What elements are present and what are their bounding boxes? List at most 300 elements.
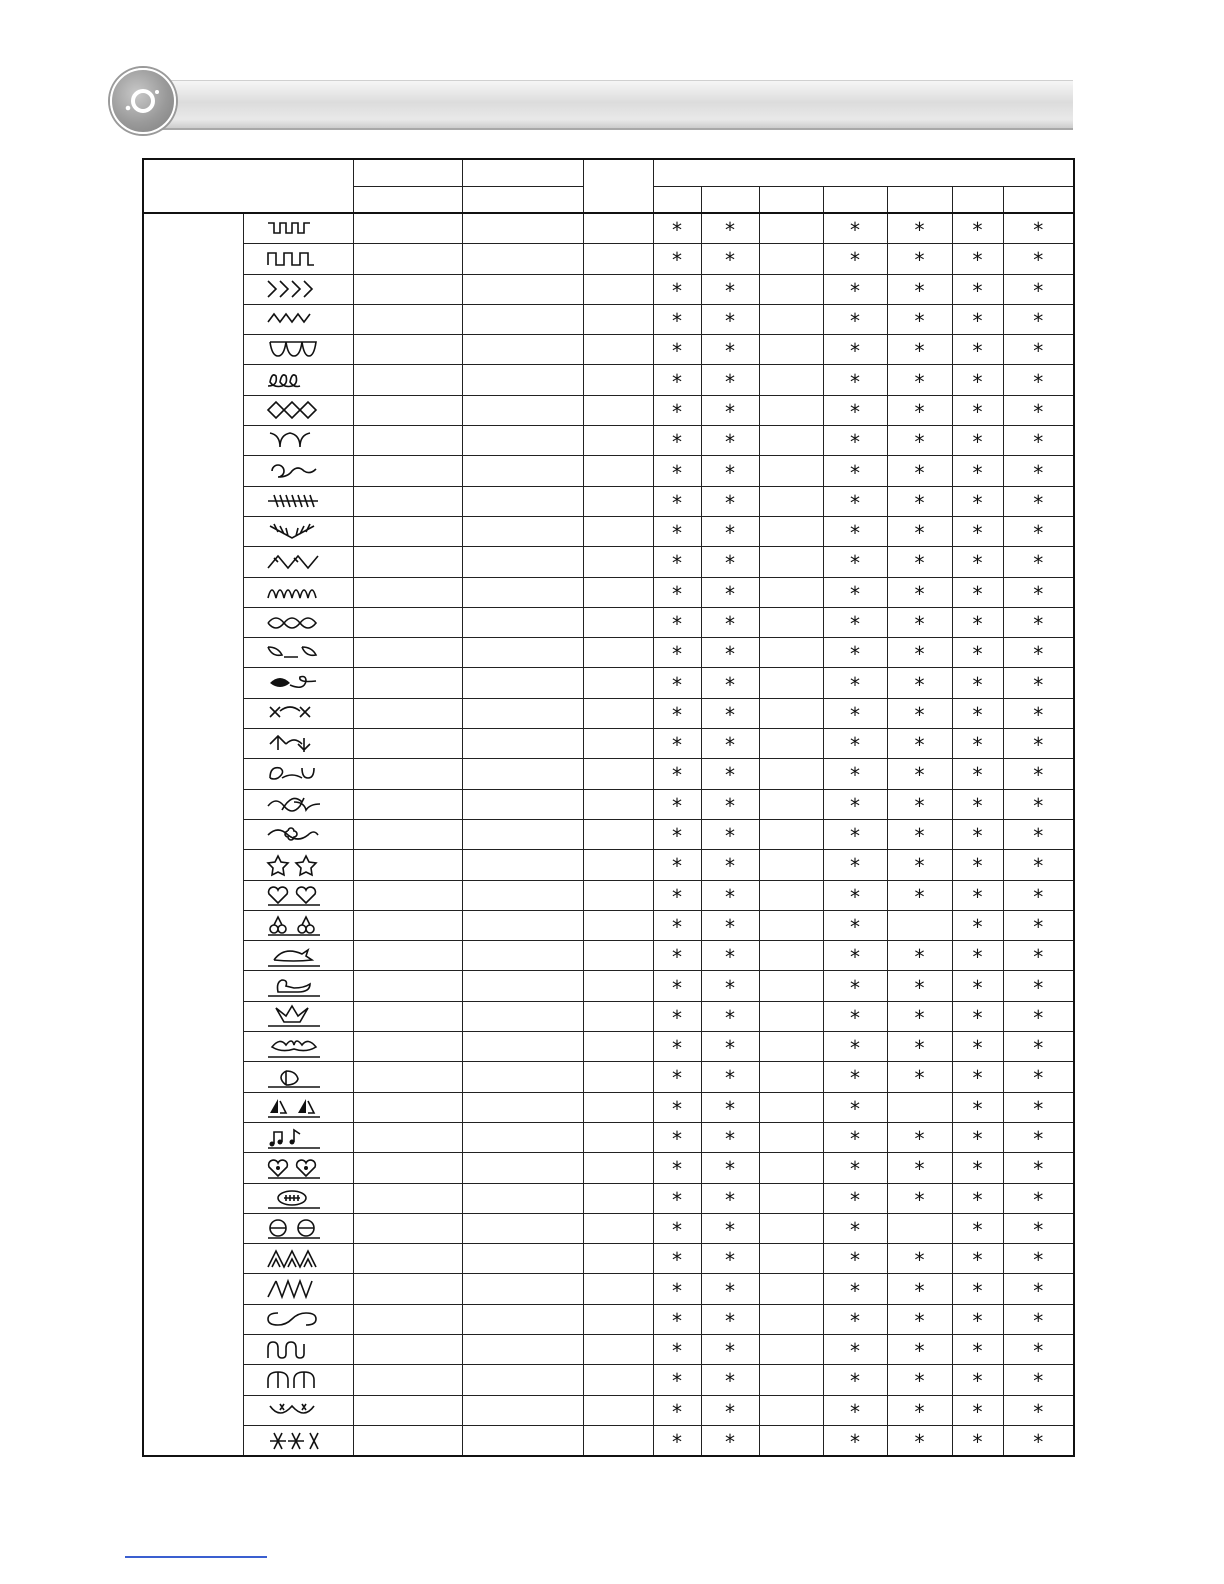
mark-star: * [972,1005,983,1030]
cell-b [462,668,583,698]
mark-star: * [672,854,682,879]
mark-cell [1003,486,1074,516]
baseball-pair-icon [243,1213,353,1243]
stitch-glyph [264,611,322,635]
header-col-b [462,159,583,187]
mark-star: * [725,1430,735,1455]
stitch-glyph [264,1095,322,1119]
mark-star: * [672,672,682,697]
cell-c [583,1244,653,1274]
mark-star: * [1033,702,1044,727]
mark-star: * [850,1308,860,1333]
stitch-glyph [264,853,322,877]
mark-cell [823,1001,887,1031]
stitch-glyph [264,701,322,725]
mark-star: * [914,1248,925,1273]
mark-cell [701,759,759,789]
mark-cell [823,304,887,334]
mark-star: * [972,1278,983,1303]
mark-star: * [672,1036,682,1061]
mark-star: * [850,733,860,758]
mark-cell [701,668,759,698]
mark-cell [1003,850,1074,880]
cell-b [462,1092,583,1122]
mark-star: * [850,430,860,455]
mark-cell [653,335,701,365]
cell-c [583,456,653,486]
table-row [143,729,1074,759]
mark-cell [823,1304,887,1334]
mark-cell [1003,395,1074,425]
mark-cell [887,516,952,546]
mark-cell [759,1122,823,1152]
cell-b [462,456,583,486]
mark-cell [759,1153,823,1183]
mark-cell [952,335,1003,365]
mark-star: * [914,793,925,818]
mark-star: * [972,430,983,455]
mark-cell [759,395,823,425]
cell-b [462,638,583,668]
mark-cell [887,880,952,910]
table-row [143,971,1074,1001]
mark-cell [701,638,759,668]
table-row [143,577,1074,607]
mark-cell [887,577,952,607]
mark-star: * [972,551,983,576]
header-row-1 [143,159,1074,187]
mark-cell [1003,365,1074,395]
stitch-glyph [264,792,322,816]
mark-star: * [672,1248,682,1273]
mark-cell [759,880,823,910]
stitch-table-container [142,158,1075,1457]
mark-star: * [672,309,682,334]
mark-cell [653,789,701,819]
cell-a [353,668,462,698]
cell-c [583,1153,653,1183]
cell-c [583,941,653,971]
table-row [143,1213,1074,1243]
mark-cell [1003,1183,1074,1213]
mark-star: * [672,278,682,303]
mark-star: * [850,763,860,788]
cell-b [462,395,583,425]
cell-b [462,486,583,516]
cell-a [353,1395,462,1425]
mark-star: * [850,581,860,606]
mark-cell [952,1395,1003,1425]
mark-star: * [725,430,735,455]
cell-c [583,1425,653,1456]
mark-star: * [1033,339,1044,364]
mark-star: * [850,945,860,970]
mark-cell [823,789,887,819]
mark-star: * [725,854,735,879]
table-row [143,213,1074,244]
mark-star: * [725,369,735,394]
mark-cell [887,1334,952,1364]
mark-star: * [972,309,983,334]
mark-cell [701,1213,759,1243]
mark-cell [887,638,952,668]
mark-cell [887,1304,952,1334]
mark-cell [1003,1122,1074,1152]
cell-c [583,638,653,668]
mark-cell [701,547,759,577]
mark-cell [823,971,887,1001]
mark-star: * [725,1005,735,1030]
mark-cell [701,819,759,849]
cell-c [583,516,653,546]
mark-cell [701,1274,759,1304]
mark-star: * [850,793,860,818]
mark-star: * [850,642,860,667]
cell-b [462,1032,583,1062]
mark-cell [887,365,952,395]
mark-star: * [850,460,860,485]
mark-star: * [914,521,925,546]
mark-cell [887,395,952,425]
mark-star: * [725,460,735,485]
mark-star: * [914,1005,925,1030]
mark-cell [887,486,952,516]
mark-cell [759,1365,823,1395]
mark-star: * [850,1157,860,1182]
mark-star: * [914,672,925,697]
cell-b [462,1365,583,1395]
mark-cell [759,335,823,365]
mark-star: * [914,1339,925,1364]
mark-cell [701,486,759,516]
cell-a [353,274,462,304]
mark-cell [653,880,701,910]
mark-star: * [914,824,925,849]
mark-cell [1003,1395,1074,1425]
mark-star: * [725,914,735,939]
mark-cell [653,1001,701,1031]
mark-cell [823,365,887,395]
mark-cell [823,244,887,274]
mark-star: * [850,702,860,727]
mark-star: * [672,793,682,818]
mark-cell [887,668,952,698]
cell-c [583,1395,653,1425]
cell-b [462,971,583,1001]
arrow-zigzag-icon [243,547,353,577]
mark-cell [759,971,823,1001]
mark-cell [653,850,701,880]
star-pair-icon [243,850,353,880]
cell-c [583,304,653,334]
mark-star: * [972,369,983,394]
cell-a [353,1183,462,1213]
mark-star: * [914,278,925,303]
mark-cell [701,910,759,940]
mark-star: * [672,1278,682,1303]
mark-star: * [672,581,682,606]
cell-c [583,880,653,910]
mark-cell [701,577,759,607]
mark-star: * [914,1066,925,1091]
table-row [143,638,1074,668]
mark-cell [1003,516,1074,546]
mark-cell [759,1062,823,1092]
mark-star: * [725,1127,735,1152]
cell-c [583,1274,653,1304]
mark-star: * [725,1217,735,1242]
mark-star: * [672,975,682,1000]
stitch-glyph [264,944,322,968]
mark-star: * [1033,399,1044,424]
mark-star: * [914,339,925,364]
table-row [143,941,1074,971]
mark-cell [887,729,952,759]
stitch-glyph [264,974,322,998]
table-row [143,486,1074,516]
football-icon [243,1183,353,1213]
mark-cell [887,910,952,940]
cell-b [462,335,583,365]
cell-a [353,304,462,334]
mark-cell [952,910,1003,940]
mark-cell [653,304,701,334]
mark-cell [653,607,701,637]
mark-star: * [972,914,983,939]
mark-star: * [672,1187,682,1212]
mark-star: * [972,672,983,697]
mark-star: * [725,218,735,243]
mark-star: * [672,763,682,788]
mark-star: * [1033,1005,1044,1030]
tent-band-icon [243,1244,353,1274]
mark-star: * [850,1005,860,1030]
table-row [143,244,1074,274]
mark-star: * [972,1217,983,1242]
table-row [143,880,1074,910]
mark-star: * [1033,309,1044,334]
mark-cell [1003,880,1074,910]
fern-sprig-icon [243,516,353,546]
mark-star: * [850,854,860,879]
mark-cell [653,1092,701,1122]
cell-c [583,1183,653,1213]
table-row [143,1304,1074,1334]
mark-cell [887,1274,952,1304]
subheader-5 [887,187,952,214]
cell-c [583,819,653,849]
bat-icon [243,1032,353,1062]
arch-dome-icon [243,1365,353,1395]
mark-cell [1003,1001,1074,1031]
mark-cell [701,274,759,304]
mark-cell [952,365,1003,395]
mark-star: * [725,884,735,909]
mark-cell [823,1395,887,1425]
cell-b [462,789,583,819]
stitch-glyph [264,1247,322,1271]
mark-star: * [914,369,925,394]
dolphin-icon [243,941,353,971]
mark-cell [952,668,1003,698]
mark-star: * [1033,248,1044,273]
mark-cell [887,456,952,486]
leaf-chain-icon [243,607,353,637]
mark-cell [952,698,1003,728]
mark-cell [823,547,887,577]
cell-c [583,486,653,516]
cell-c [583,1304,653,1334]
mark-cell [701,607,759,637]
mark-star: * [672,914,682,939]
mark-cell [759,607,823,637]
mark-star: * [725,1399,735,1424]
mark-cell [759,213,823,244]
cell-a [353,1334,462,1364]
mark-cell [887,850,952,880]
mark-star: * [1033,1217,1044,1242]
mark-star: * [1033,551,1044,576]
mark-star: * [672,1066,682,1091]
mark-cell [759,456,823,486]
mark-cell [887,244,952,274]
table-row [143,1334,1074,1364]
mark-cell [1003,1062,1074,1092]
mark-star: * [972,975,983,1000]
mark-cell [1003,244,1074,274]
mark-cell [952,304,1003,334]
mark-star: * [972,521,983,546]
mark-cell [1003,1032,1074,1062]
cell-b [462,1425,583,1456]
mark-star: * [725,1066,735,1091]
mark-cell [887,698,952,728]
mark-star: * [725,1157,735,1182]
table-row [143,607,1074,637]
mark-cell [823,910,887,940]
mark-cell [759,910,823,940]
mark-cell [1003,1244,1074,1274]
mark-star: * [672,612,682,636]
cell-c [583,1365,653,1395]
subheader-a [353,187,462,214]
mark-star: * [725,1096,735,1121]
mark-star: * [914,430,925,455]
cell-b [462,304,583,334]
subheader-3 [759,187,823,214]
mark-cell [952,850,1003,880]
mark-star: * [972,490,983,515]
mark-star: * [1033,854,1044,879]
mark-star: * [914,1157,925,1182]
cell-a [353,577,462,607]
mark-cell [653,577,701,607]
mark-cell [887,759,952,789]
mark-cell [823,1153,887,1183]
cell-b [462,577,583,607]
cell-a [353,698,462,728]
mark-cell [823,759,887,789]
mark-star: * [914,854,925,879]
mark-star: * [850,490,860,515]
mark-star: * [725,733,735,758]
table-row [143,456,1074,486]
cell-a [353,729,462,759]
cell-a [353,941,462,971]
mark-star: * [972,1157,983,1182]
mark-cell [952,941,1003,971]
bow-vine-icon [243,698,353,728]
table-row [143,668,1074,698]
mark-star: * [850,1369,860,1394]
mark-cell [701,1425,759,1456]
mark-cell [653,941,701,971]
table-row [143,1092,1074,1122]
scallop-cup-icon [243,335,353,365]
stitch-glyph [264,459,322,483]
mark-cell [759,1032,823,1062]
mark-cell [1003,1092,1074,1122]
mark-cell [952,1274,1003,1304]
table-row [143,1001,1074,1031]
mark-cell [759,729,823,759]
mark-star: * [725,642,735,667]
mark-star: * [914,733,925,758]
cell-b [462,1274,583,1304]
mark-cell [887,1183,952,1213]
mark-cell [1003,1425,1074,1456]
mark-star: * [725,612,735,636]
mark-star: * [850,339,860,364]
mark-cell [1003,698,1074,728]
table-row [143,274,1074,304]
mark-cell [1003,1153,1074,1183]
mark-star: * [672,490,682,515]
stitch-glyph [264,429,322,453]
mark-cell [653,486,701,516]
mark-cell [701,1122,759,1152]
cell-a [353,638,462,668]
mark-star: * [672,642,682,667]
mark-cell [952,1062,1003,1092]
leaf-curl-icon [243,668,353,698]
mark-cell [1003,971,1074,1001]
mark-star: * [725,945,735,970]
mark-star: * [972,218,983,243]
subheader-b [462,187,583,214]
mark-cell [759,1213,823,1243]
cell-c [583,789,653,819]
mark-cell [1003,819,1074,849]
mark-star: * [850,309,860,334]
mark-cell [952,1304,1003,1334]
mark-cell [823,426,887,456]
mark-cell [1003,426,1074,456]
banner-rule [140,128,1073,130]
mark-cell [701,1153,759,1183]
mark-cell [1003,213,1074,244]
mark-cell [823,698,887,728]
mark-star: * [725,763,735,788]
mark-star: * [914,218,925,243]
mark-star: * [850,551,860,576]
table-row [143,698,1074,728]
mark-star: * [972,702,983,727]
mark-star: * [850,612,860,636]
stitch-glyph [264,308,322,332]
mark-star: * [972,1187,983,1212]
mark-cell [952,547,1003,577]
